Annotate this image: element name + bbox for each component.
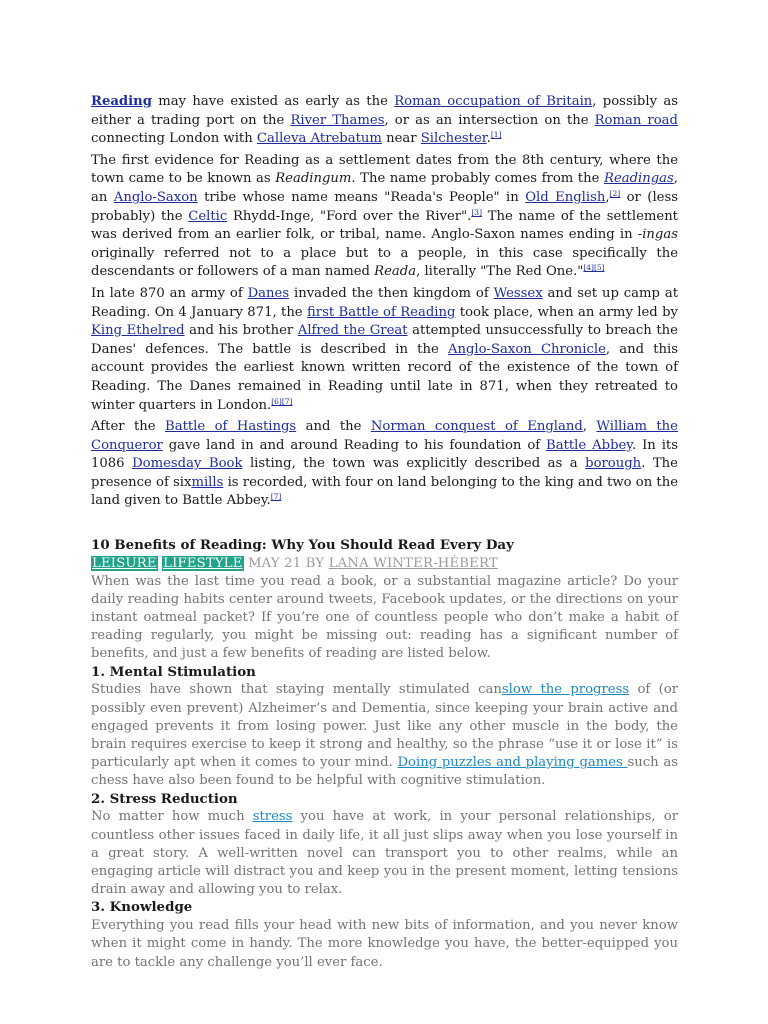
tag-lifestyle[interactable]: LIFESTYLE (163, 555, 243, 571)
text: listing, the town was explicitly described as a (242, 456, 586, 472)
calleva-link[interactable]: Calleva Atrebatum (256, 131, 382, 147)
reference-link[interactable]: [6][7] (271, 396, 293, 406)
article-section (91, 536, 678, 972)
text: is recorded, with four on land belonging to the king and two on the land given to Battle Abbey. (91, 474, 678, 509)
text: , and this account provides the earliest known written record of the existence of the town of Reading. The Danes remained in Reading until late in 871, when they retreated to winter quarters in London. (91, 341, 678, 413)
text: invaded the then kingdom of (289, 285, 494, 301)
river-thames-link[interactable]: River Thames (290, 112, 385, 128)
slow-the-progress-link[interactable]: slow the progress (501, 682, 630, 698)
anglo-saxon-link[interactable]: Anglo-Saxon (113, 189, 198, 205)
text: , (605, 189, 610, 205)
text: The name of the settlement was derived from an earlier folk, or tribal, name. Anglo-Saxon names ending in - (91, 208, 678, 243)
article-intro: When was the last time you read a book, or a substantial magazine article? Do your daily reading habits center around tweets, Facebook updates, or the directions on your instant oatmeal packet? If you’re one of countless people who don’t make a habit of reading regularly, you might be missing out: reading has a significant number of benefits, and just a few benefits of reading are listed below. (91, 573, 678, 662)
old-english-link[interactable]: Old English (525, 189, 606, 205)
text: . The presence of six (91, 456, 678, 490)
text: . (486, 131, 491, 147)
norman-conquest-link[interactable]: Norman conquest of England (370, 419, 583, 435)
roman-occupation-link[interactable]: Roman occupation of Britain (394, 94, 593, 109)
wiki-paragraph-4 (91, 418, 678, 511)
reference-link[interactable]: [2] (609, 188, 621, 198)
text: took place, when an army led by (455, 304, 678, 320)
domesday-book-link[interactable]: Domesday Book (132, 456, 243, 472)
text: , or as an intersection on the (384, 112, 595, 128)
wiki-section (91, 93, 678, 511)
text: originally referred not to a place but to a people, in this case specifically the descendants or followers of a man named (91, 245, 678, 280)
document-page (91, 93, 678, 972)
author-link[interactable]: LANA WINTER-HÉBERT (328, 555, 498, 571)
text: The first evidence for Reading as a settlement dates from the 8th century, where the town came to be known as (91, 152, 678, 187)
text: and set up camp at Reading. On 4 January 871, the (91, 285, 678, 320)
text: may have existed as early as the (151, 94, 395, 109)
text: No matter how much (91, 809, 253, 825)
reference-link[interactable]: [7] (270, 492, 282, 502)
reference-link[interactable]: [3] (471, 207, 482, 217)
readingas-text: Readingas (603, 171, 674, 187)
battle-abbey-link[interactable]: Battle Abbey (546, 437, 633, 453)
reading-link[interactable]: Reading (91, 94, 152, 109)
battle-of-hastings-link[interactable]: Battle of Hastings (165, 419, 297, 435)
text: After the (91, 419, 166, 435)
reference-link[interactable]: [1] (490, 130, 502, 140)
text: . In its 1086 (91, 437, 678, 472)
borough-link[interactable]: borough (585, 456, 642, 472)
text: near (381, 131, 421, 147)
text: , possibly as either a trading port on the (91, 94, 678, 128)
section-heading-mental-stimulation: 1. Mental Stimulation (91, 663, 256, 680)
celtic-link[interactable]: Celtic (188, 208, 228, 224)
mills-link[interactable]: mills (191, 474, 224, 490)
text: Studies have shown that staying mentally stimulated can (91, 682, 502, 698)
text: attempted unsuccessfully to breach the Danes' defences. The battle is described in the (91, 323, 678, 357)
text: such as chess have also been found to be helpful with cognitive stimulation. (91, 755, 678, 789)
text: and his brother (184, 323, 298, 339)
wiki-paragraph-3 (91, 285, 678, 415)
text: you have at work, in your personal relationships, or countless other issues faced in daily life, it all just slips away when you lose yourself in a great story. A well-written novel can transport you to other realms, while an engaging article will distract you and keep you in the present moment, letting tensions drain away and allowing you to relax. (91, 809, 679, 898)
text: of (or possibly even prevent) Alzheimer’s and Dementia, since keeping your brain active and engaged prevents it from losing power. Just like any other muscle in the body, the brain requires exercise to keep it strong and healthy, so the phrase “use it or lose it” is particularly apt when it comes to your mind. (91, 682, 678, 771)
wiki-paragraph-2 (91, 152, 678, 282)
text: connecting London with (91, 131, 257, 147)
section-body-stress-reduction (91, 808, 678, 899)
silchester-link[interactable]: Silchester (420, 131, 487, 147)
section-body-mental-stimulation (91, 681, 678, 790)
roman-road-link[interactable]: Roman road (594, 112, 678, 128)
text: tribe whose name means "Reada's People" in (197, 189, 526, 205)
text: , an (91, 171, 678, 205)
ingas-italic: ingas (642, 227, 678, 243)
readingum-italic: Readingum (275, 171, 352, 187)
stress-link[interactable]: stress (252, 809, 293, 825)
danes-link[interactable]: Danes (247, 285, 290, 301)
text: Rhydd-Inge, "Ford over the River". (227, 208, 472, 224)
article-title: 10 Benefits of Reading: Why You Should Read Every Day (91, 537, 514, 554)
battle-of-reading-link[interactable]: first Battle of Reading (306, 304, 456, 320)
tag-leisure[interactable]: LEISURE (92, 555, 157, 571)
reference-link[interactable]: [4][5] (583, 263, 605, 273)
article-date: MAY 21 BY (243, 555, 329, 571)
king-ethelred-link[interactable]: King Ethelred (91, 323, 185, 339)
text: . The name probably comes from the (351, 171, 604, 187)
text: gave land in and around Reading to his foundation of (162, 437, 547, 453)
readingas-link[interactable] (604, 171, 674, 186)
section-gap (91, 514, 678, 536)
alfred-the-great-link[interactable]: Alfred the Great (297, 323, 408, 339)
william-the-conqueror-link[interactable]: William the Conqueror (91, 419, 678, 453)
text: or (less probably) the (91, 189, 678, 224)
reada-italic: Reada (374, 264, 417, 280)
text: , (582, 419, 597, 435)
wiki-paragraph-1 (91, 93, 678, 149)
text: , literally "The Red One." (416, 264, 584, 280)
article-meta (91, 555, 678, 573)
puzzles-games-link[interactable]: Doing puzzles and playing games (397, 755, 628, 771)
text: In late 870 an army of (91, 285, 248, 301)
anglo-saxon-chronicle-link[interactable]: Anglo-Saxon Chronicle (447, 341, 606, 357)
wessex-link[interactable]: Wessex (493, 285, 543, 301)
section-heading-stress-reduction: 2. Stress Reduction (91, 790, 238, 807)
text: and the (296, 419, 371, 435)
section-body-knowledge: Everything you read fills your head with new bits of information, and you never know when it might come in handy. The more knowledge you have, the better-equipped you are to tackle any challenge you’ll ever face. (91, 918, 678, 970)
section-heading-knowledge: 3. Knowledge (91, 899, 193, 916)
